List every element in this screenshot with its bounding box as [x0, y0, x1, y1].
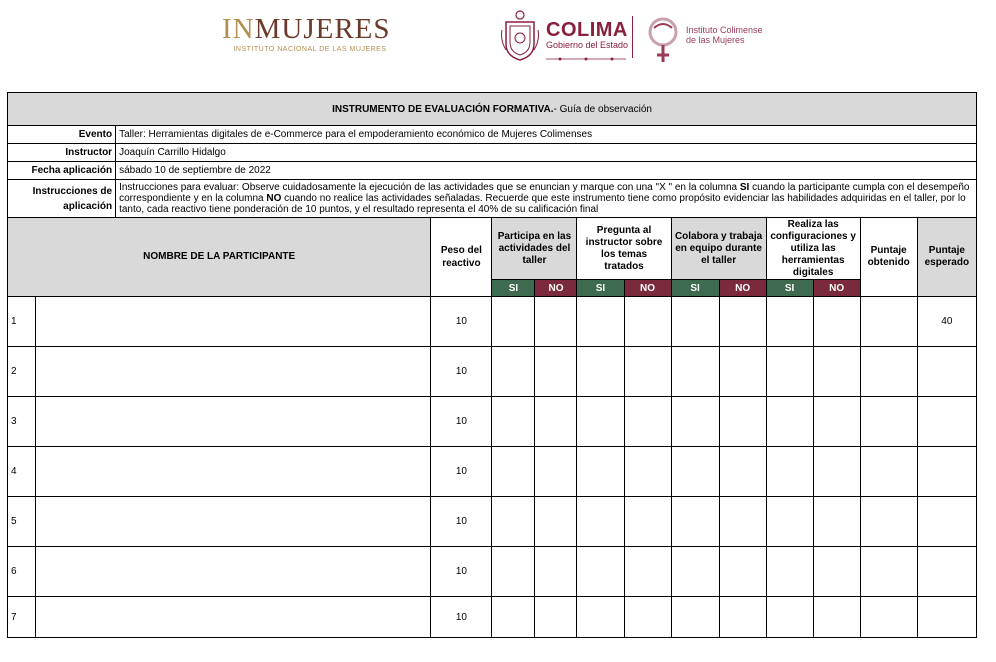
participant-name-cell[interactable]: [36, 547, 431, 597]
si-cell[interactable]: [577, 547, 624, 597]
participant-name-cell[interactable]: [36, 447, 431, 497]
no-cell[interactable]: [624, 297, 671, 347]
row-number: 6: [8, 547, 36, 597]
peso-cell: 10: [431, 547, 492, 597]
instrucciones-row: [8, 180, 977, 218]
si-header-4: SI: [766, 280, 813, 297]
row-number: 5: [8, 497, 36, 547]
si-cell[interactable]: [671, 297, 719, 347]
icm-name-line1: Instituto Colimense: [686, 25, 763, 35]
si-cell[interactable]: [577, 597, 624, 638]
puntaje-obtenido-cell[interactable]: [860, 547, 917, 597]
evento-label: Evento: [8, 126, 116, 144]
puntaje-obtenido-cell[interactable]: [860, 597, 917, 638]
no-cell[interactable]: [813, 347, 860, 397]
inmujeres-brand-in: IN: [222, 13, 255, 45]
icm-logo-text: [686, 25, 763, 45]
si-cell[interactable]: [577, 397, 624, 447]
table-row: [8, 297, 977, 347]
no-cell[interactable]: [813, 397, 860, 447]
no-cell[interactable]: [813, 447, 860, 497]
puntaje-obtenido-cell[interactable]: [860, 447, 917, 497]
puntaje-obtenido-cell[interactable]: [860, 347, 917, 397]
logo-divider: [632, 16, 633, 58]
row-number: 1: [8, 297, 36, 347]
col-header-peso: Peso del reactivo: [431, 218, 492, 297]
no-cell[interactable]: [719, 347, 766, 397]
puntaje-obtenido-cell[interactable]: [860, 397, 917, 447]
si-cell[interactable]: [492, 447, 535, 497]
table-row: [8, 397, 977, 447]
si-cell[interactable]: [671, 497, 719, 547]
evento-row: [8, 126, 977, 144]
puntaje-obtenido-cell[interactable]: [860, 297, 917, 347]
no-cell[interactable]: [535, 597, 577, 638]
si-cell[interactable]: [766, 547, 813, 597]
peso-cell: 10: [431, 347, 492, 397]
puntaje-esperado-cell: [917, 397, 976, 447]
si-cell[interactable]: [671, 447, 719, 497]
si-cell[interactable]: [577, 347, 624, 397]
puntaje-esperado-cell: 40: [917, 297, 976, 347]
table-row: [8, 597, 977, 638]
col-header-nombre: NOMBRE DE LA PARTICIPANTE: [8, 218, 431, 297]
table-row: [8, 347, 977, 397]
si-cell[interactable]: [492, 347, 535, 397]
instructor-label: Instructor: [8, 144, 116, 162]
no-cell[interactable]: [719, 597, 766, 638]
puntaje-esperado-cell: [917, 347, 976, 397]
no-cell[interactable]: [813, 297, 860, 347]
no-cell[interactable]: [535, 397, 577, 447]
participant-name-cell[interactable]: [36, 497, 431, 547]
si-cell[interactable]: [577, 497, 624, 547]
si-cell[interactable]: [766, 397, 813, 447]
fecha-row: [8, 162, 977, 180]
row-number: 3: [8, 397, 36, 447]
no-cell[interactable]: [624, 547, 671, 597]
si-cell[interactable]: [492, 297, 535, 347]
no-cell[interactable]: [719, 547, 766, 597]
inmujeres-logo: [222, 14, 402, 53]
no-cell[interactable]: [624, 497, 671, 547]
puntaje-obtenido-cell[interactable]: [860, 497, 917, 547]
col-header-puntaje-esperado: Puntaje esperado: [917, 218, 976, 297]
no-header-4: NO: [813, 280, 860, 297]
no-cell[interactable]: [535, 347, 577, 397]
icm-name-line2: de las Mujeres: [686, 35, 745, 45]
row-number: 7: [8, 597, 36, 638]
puntaje-esperado-cell: [917, 497, 976, 547]
colima-shield-icon: [500, 10, 540, 62]
puntaje-esperado-cell: [917, 547, 976, 597]
si-header-3: SI: [671, 280, 719, 297]
no-cell[interactable]: [624, 347, 671, 397]
fecha-label: Fecha aplicación: [8, 162, 116, 180]
participant-name-cell[interactable]: [36, 297, 431, 347]
si-cell[interactable]: [766, 497, 813, 547]
col-header-puntaje-obtenido: Puntaje obtenido: [860, 218, 917, 297]
si-cell[interactable]: [766, 297, 813, 347]
participant-name-cell[interactable]: [36, 597, 431, 638]
no-cell[interactable]: [719, 397, 766, 447]
peso-cell: 10: [431, 297, 492, 347]
si-cell[interactable]: [492, 397, 535, 447]
col-header-criterio-3: Colabora y trabaja en equipo durante el taller: [671, 218, 766, 280]
row-number: 2: [8, 347, 36, 397]
table-row: [8, 447, 977, 497]
column-header-row: [8, 218, 977, 280]
colima-ornament-icon: [546, 55, 626, 63]
si-cell[interactable]: [671, 397, 719, 447]
no-cell[interactable]: [813, 497, 860, 547]
no-cell[interactable]: [624, 447, 671, 497]
puntaje-esperado-cell: [917, 447, 976, 497]
si-cell[interactable]: [766, 597, 813, 638]
icm-venus-icon: [645, 16, 681, 64]
instrucciones-text: Instrucciones para evaluar: Observe cuidadosamente la ejecución de las actividades que se enuncian y marque con una "X " en la columna SI cuando la participante cumpla con el desempeño correspondiente y en la columna NO cuando no realice las actividades señaladas. Recuerde que este instrumento tiene como propósito evidenciar las habilidades adquiridas en el taller, por lo tanto, cada reactivo tiene ponderación de 10 puntos, y el resultado representa el 40% de su calificación final: [116, 180, 977, 218]
col-header-criterio-1: Participa en las actividades del taller: [492, 218, 577, 280]
no-header-2: NO: [624, 280, 671, 297]
col-header-criterio-4: Realiza las configuraciones y utiliza las herramientas digitales: [766, 218, 860, 280]
no-header-3: NO: [719, 280, 766, 297]
peso-cell: 10: [431, 597, 492, 638]
colima-logo-text: [546, 20, 628, 68]
instrucciones-label: Instrucciones de aplicación: [8, 180, 116, 218]
form-title-row: [8, 93, 977, 126]
si-cell[interactable]: [671, 597, 719, 638]
inmujeres-subtitle: INSTITUTO NACIONAL DE LAS MUJERES: [233, 46, 387, 53]
si-cell[interactable]: [577, 297, 624, 347]
no-cell[interactable]: [535, 447, 577, 497]
no-cell[interactable]: [719, 297, 766, 347]
si-cell[interactable]: [492, 497, 535, 547]
no-cell[interactable]: [813, 547, 860, 597]
si-header-2: SI: [577, 280, 624, 297]
no-cell[interactable]: [535, 547, 577, 597]
colima-brand: COLIMA: [546, 19, 628, 41]
participant-name-cell[interactable]: [36, 347, 431, 397]
no-header-1: NO: [535, 280, 577, 297]
no-cell[interactable]: [719, 447, 766, 497]
evaluation-table: [7, 92, 977, 638]
no-cell[interactable]: [813, 597, 860, 638]
col-header-criterio-2: Pregunta al instructor sobre los temas tratados: [577, 218, 671, 280]
peso-cell: 10: [431, 497, 492, 547]
no-cell[interactable]: [624, 597, 671, 638]
si-cell[interactable]: [577, 447, 624, 497]
si-cell[interactable]: [671, 347, 719, 397]
no-cell[interactable]: [535, 497, 577, 547]
si-cell[interactable]: [766, 447, 813, 497]
si-cell[interactable]: [492, 597, 535, 638]
puntaje-esperado-cell: [917, 597, 976, 638]
form-title: INSTRUMENTO DE EVALUACIÓN FORMATIVA.- Guía de observación: [8, 93, 977, 126]
no-cell[interactable]: [624, 397, 671, 447]
peso-cell: 10: [431, 397, 492, 447]
si-header-1: SI: [492, 280, 535, 297]
no-cell[interactable]: [719, 497, 766, 547]
si-cell[interactable]: [766, 347, 813, 397]
si-cell[interactable]: [492, 547, 535, 597]
instructor-value: Joaquín Carrillo Hidalgo: [116, 144, 977, 162]
instructor-row: [8, 144, 977, 162]
table-row: [8, 547, 977, 597]
peso-cell: 10: [431, 447, 492, 497]
no-cell[interactable]: [535, 297, 577, 347]
logo-header: [0, 0, 996, 88]
si-cell[interactable]: [671, 547, 719, 597]
fecha-value: sábado 10 de septiembre de 2022: [116, 162, 977, 180]
evento-value: Taller: Herramientas digitales de e-Commerce para el empoderamiento económico de Mujeres Colimenses: [116, 126, 977, 144]
table-row: [8, 497, 977, 547]
participant-name-cell[interactable]: [36, 397, 431, 447]
inmujeres-brand-mujeres: MUJERES: [254, 13, 391, 45]
colima-subtitle: Gobierno del Estado: [546, 40, 629, 50]
row-number: 4: [8, 447, 36, 497]
